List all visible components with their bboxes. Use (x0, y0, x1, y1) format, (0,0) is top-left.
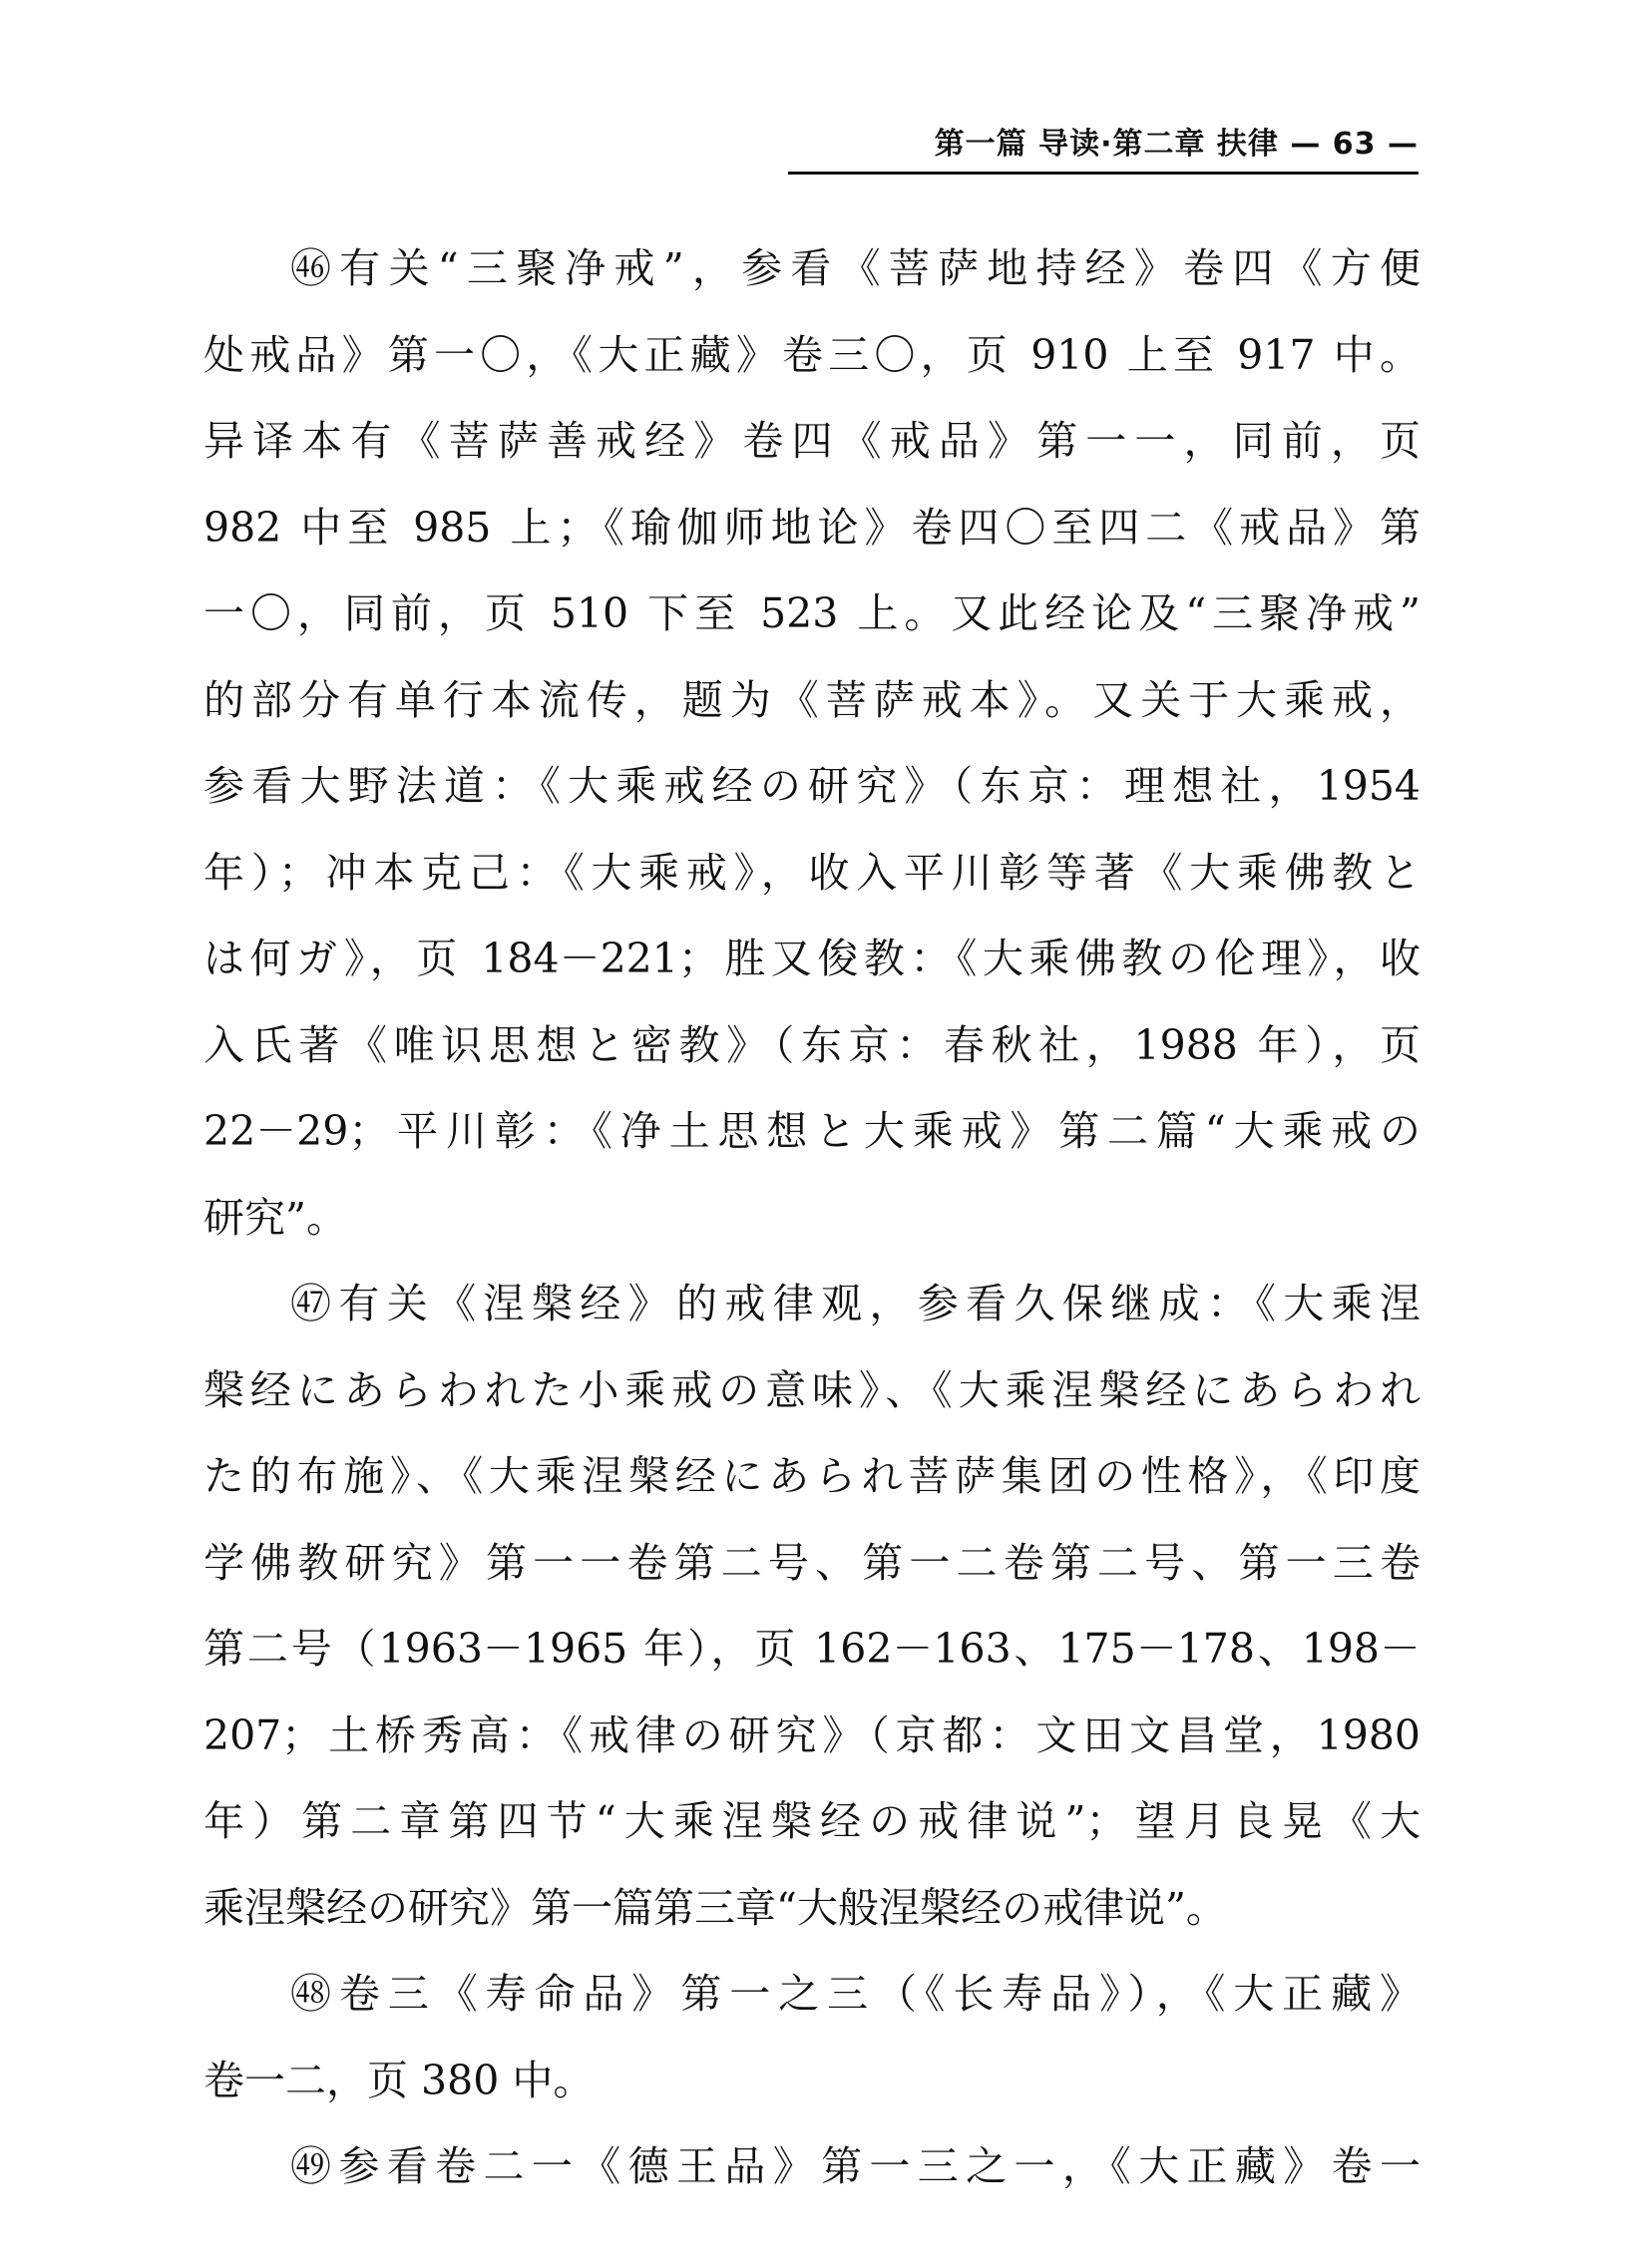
note-line: た的布施》、《大乘涅槃经にあられ菩萨集团の性格》，《印度 (204, 1452, 1421, 1500)
note-line: 年）第二章第四节“大乘涅槃经の戒律说”；望月良晃《大 (204, 1797, 1421, 1845)
note-line: 卷一二，页 380 中。 (204, 2056, 595, 2104)
footnote-46 (204, 225, 1421, 1261)
footnote-47 (204, 1261, 1421, 1951)
note-line: 学佛教研究》第一一卷第二号、第一二卷第二号、第一三卷 (204, 1538, 1421, 1587)
note-line: ㊽卷三《寿命品》第一之三（《长寿品》），《大正藏》 (290, 1970, 1421, 2018)
note-line: 研究”。 (204, 1193, 347, 1242)
note-line: 一〇，同前，页 510 下至 523 上。又此经论及“三聚净戒” (204, 589, 1421, 637)
note-line: 异译本有《菩萨善戒经》卷四《戒品》第一一，同前，页 (204, 417, 1421, 465)
note-line: 第二号（1963－1965 年），页 162－163、175－178、198－ (204, 1625, 1421, 1673)
footnote-49 (204, 2123, 1421, 2210)
note-line: 参看大野法道：《大乘戒经の研究》（东京：理想社，1954 (204, 762, 1421, 810)
note-line: ㊻有关“三聚净戒”，参看《菩萨地持经》卷四《方便 (290, 244, 1421, 292)
note-line: 乘涅槃经の研究》第一篇第三章“大般涅槃经の戒律说”。 (204, 1883, 1227, 1932)
note-line: ㊼有关《涅槃经》的戒律观，参看久保继成：《大乘涅 (290, 1280, 1421, 1327)
running-head: 第一篇 导读·第二章 扶律 — 63 — (788, 118, 1419, 175)
note-line: 207；土桥秀高：《戒律の研究》（京都：文田文昌堂，1980 (204, 1710, 1421, 1759)
note-line: 处戒品》第一〇，《大正藏》卷三〇，页 910 上至 917 中。 (204, 330, 1421, 379)
note-line: 年）；冲本克己：《大乘戒》，收入平川彰等著《大乘佛教と (204, 848, 1421, 897)
note-line: 入氏著《唯识思想と密教》（东京：春秋社，1988 年），页 (204, 1020, 1421, 1069)
note-line: ㊾参看卷二一《德王品》第一三之一，《大正藏》卷一 (290, 2142, 1421, 2190)
note-line: 槃经にあらわれた小乘戒の意味》、《大乘涅槃经にあらわれ (204, 1365, 1421, 1414)
footnotes-body (204, 225, 1421, 2210)
note-line: 的部分有单行本流传，题为《菩萨戒本》。又关于大乘戒， (204, 675, 1421, 724)
footnote-48 (204, 1951, 1421, 2123)
note-line: は何ガ》，页 184－221；胜又俊教：《大乘佛教の伦理》，收 (204, 935, 1421, 982)
note-line: 22－29；平川彰：《净土思想と大乘戒》第二篇“大乘戒の (204, 1107, 1421, 1155)
note-line: 982 中至 985 上；《瑜伽师地论》卷四〇至四二《戒品》第 (204, 503, 1421, 552)
